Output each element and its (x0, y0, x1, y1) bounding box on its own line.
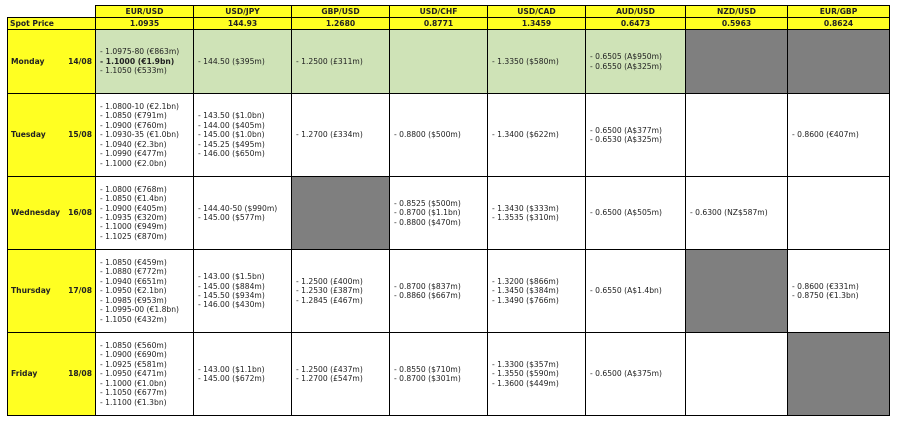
expiry-line: - 1.2500 (£311m) (296, 56, 363, 66)
expiry-line: - 1.0950 (€2.1bn) (100, 286, 167, 296)
expiry-cell (96, 177, 194, 250)
expiry-cell (390, 30, 488, 94)
day-date: 17/08 (68, 286, 92, 296)
expiry-line: - 1.0990 (€477m) (100, 149, 167, 159)
expiry-cell (488, 30, 586, 94)
day-cell (8, 94, 96, 177)
expiry-line: - 0.8700 ($1.1bn) (394, 208, 461, 218)
expiry-line: - 1.1050 (€677m) (100, 388, 167, 398)
expiry-line: - 145.00 ($577m) (198, 213, 265, 222)
day-date: 16/08 (68, 208, 92, 218)
expiry-cell (686, 177, 788, 250)
expiry-line: - 145.00 ($884m) (198, 281, 265, 291)
expiry-cell (292, 250, 390, 333)
expiry-line: - 1.3535 ($310m) (492, 213, 559, 222)
expiry-cell (292, 333, 390, 416)
expiry-cell (96, 94, 194, 177)
expiry-line: - 1.2500 (£437m) (296, 364, 363, 374)
expiry-line: - 0.8750 (€1.3bn) (792, 291, 859, 300)
expiry-cell (586, 250, 686, 333)
expiry-cell (292, 30, 390, 94)
expiry-line: - 1.3300 ($357m) (492, 359, 559, 369)
expiry-line: - 1.3200 ($866m) (492, 276, 559, 286)
expiry-line: - 1.0880 (€772m) (100, 267, 167, 277)
expiry-line: - 0.8700 ($837m) (394, 281, 461, 291)
expiry-line: - 143.00 ($1.1bn) (198, 364, 265, 374)
expiry-line: - 1.0985 (€953m) (100, 295, 167, 305)
spot-price-value: 0.5963 (686, 18, 788, 30)
expiry-line: - 1.2700 (£334m) (296, 130, 363, 140)
expiry-cell (488, 333, 586, 416)
pair-header: USD/JPY (194, 6, 292, 18)
expiry-line: - 1.3400 ($622m) (492, 130, 559, 140)
expiry-line: - 0.6530 (A$325m) (590, 135, 662, 144)
expiry-line: - 1.0850 (€560m) (100, 341, 167, 351)
pair-header: USD/CHF (390, 6, 488, 18)
expiry-cell (194, 177, 292, 250)
empty-grey-cell (292, 177, 390, 250)
expiry-cell (194, 250, 292, 333)
expiry-line: - 1.0940 (€2.3bn) (100, 139, 167, 149)
expiry-cell (488, 250, 586, 333)
expiry-line: - 1.0900 (€690m) (100, 350, 167, 360)
expiry-line: - 1.0900 (€405m) (100, 203, 167, 213)
expiry-line: - 1.0975-80 (€863m) (100, 47, 180, 57)
pair-header: EUR/USD (96, 6, 194, 18)
expiry-line: - 0.8550 ($710m) (394, 364, 461, 374)
expiry-line: - 1.3450 ($384m) (492, 286, 559, 296)
spot-price-value: 0.8771 (390, 18, 488, 30)
expiry-line: - 1.1050 (€533m) (100, 66, 167, 76)
expiry-line: - 145.25 ($495m) (198, 139, 265, 149)
expiry-line: - 1.0935 (€320m) (100, 213, 167, 222)
empty-grey-cell (788, 333, 890, 416)
empty-grey-cell (686, 30, 788, 94)
expiry-line: - 1.3550 ($590m) (492, 369, 559, 379)
day-date: 14/08 (68, 56, 92, 66)
expiry-line: - 1.3600 ($449m) (492, 378, 559, 388)
day-date: 18/08 (68, 369, 92, 379)
expiry-line: - 0.8860 ($667m) (394, 291, 461, 300)
pair-header: EUR/GBP (788, 6, 890, 18)
expiry-line: - 0.6500 (A$377m) (590, 125, 662, 135)
expiry-line: - 146.00 ($650m) (198, 149, 265, 159)
expiry-line: - 0.8700 ($301m) (394, 374, 461, 383)
expiry-cell (488, 94, 586, 177)
pair-header: GBP/USD (292, 6, 390, 18)
expiry-line: - 1.2530 (£387m) (296, 286, 363, 296)
day-cell (8, 250, 96, 333)
expiry-cell (686, 333, 788, 416)
expiry-cell (788, 94, 890, 177)
expiry-line: - 0.8525 ($500m) (394, 198, 461, 208)
spot-price-value: 0.6473 (586, 18, 686, 30)
expiry-line: - 1.0900 (€760m) (100, 120, 167, 130)
spot-price-value: 1.3459 (488, 18, 586, 30)
expiry-line: - 1.1000 (€1.0bn) (100, 378, 167, 388)
fx-option-expiries-table (7, 5, 890, 416)
expiry-line: - 1.3430 ($333m) (492, 203, 559, 213)
expiry-line: - 1.2500 (£400m) (296, 276, 363, 286)
day-name: Friday (11, 369, 38, 379)
expiry-line: - 145.50 ($934m) (198, 291, 265, 300)
expiry-line: - 0.6500 (A$505m) (590, 208, 662, 218)
expiry-line: - 1.2700 (£547m) (296, 374, 363, 383)
expiry-line: - 1.1000 (€1.9bn) (100, 56, 175, 66)
expiry-line: - 1.0930-35 (€1.0bn) (100, 130, 180, 140)
pair-header: USD/CAD (488, 6, 586, 18)
day-row (8, 250, 890, 333)
spot-price-label: Spot Price (8, 18, 96, 30)
expiry-line: - 0.6500 (A$375m) (590, 369, 662, 379)
expiry-line: - 1.0850 (€459m) (100, 258, 167, 268)
expiry-cell (96, 250, 194, 333)
day-name: Wednesday (11, 208, 61, 218)
expiry-line: - 1.1000 (€949m) (100, 222, 167, 232)
expiry-cell (586, 333, 686, 416)
expiry-line: - 1.3350 ($580m) (492, 56, 559, 66)
expiry-line: - 1.0800 (€768m) (100, 184, 167, 194)
expiry-line: - 0.8800 ($470m) (394, 217, 461, 227)
empty-grey-cell (788, 30, 890, 94)
expiry-cell (96, 30, 194, 94)
expiry-line: - 1.0850 (€1.4bn) (100, 194, 167, 204)
pair-header: AUD/USD (586, 6, 686, 18)
expiry-cell (586, 177, 686, 250)
expiry-line: - 0.8800 ($500m) (394, 130, 461, 140)
expiry-cell (586, 30, 686, 94)
spot-price-value: 1.0935 (96, 18, 194, 30)
expiry-line: - 144.40-50 ($990m) (198, 203, 278, 213)
day-row (8, 30, 890, 94)
day-cell (8, 333, 96, 416)
expiry-line: - 1.0950 (€471m) (100, 369, 167, 379)
expiry-line: - 1.0940 (€651m) (100, 276, 167, 286)
day-name: Monday (11, 56, 45, 66)
expiry-line: - 0.6550 (A$1.4bn) (590, 286, 662, 296)
empty-grey-cell (686, 250, 788, 333)
expiry-line: - 145.00 ($672m) (198, 374, 265, 383)
day-name: Thursday (11, 286, 51, 296)
expiry-line: - 1.0995-00 (€1.8bn) (100, 305, 180, 315)
day-cell (8, 30, 96, 94)
expiry-cell (194, 333, 292, 416)
expiry-line: - 1.3490 ($766m) (492, 295, 559, 305)
expiry-line: - 1.0925 (€581m) (100, 359, 167, 369)
expiry-line: - 0.6550 (A$325m) (590, 61, 662, 71)
pair-header: NZD/USD (686, 6, 788, 18)
day-date: 15/08 (68, 130, 92, 140)
expiry-cell (96, 333, 194, 416)
expiry-line: - 1.1100 (€1.3bn) (100, 397, 167, 407)
day-row (8, 333, 890, 416)
day-row (8, 94, 890, 177)
expiry-cell (292, 94, 390, 177)
expiry-line: - 143.00 ($1.5bn) (198, 272, 265, 282)
expiry-line: - 1.1025 (€870m) (100, 231, 167, 241)
expiry-line: - 1.1050 (€432m) (100, 314, 167, 324)
expiry-cell (390, 333, 488, 416)
expiry-line: - 1.2845 (£467m) (296, 295, 363, 305)
table-body (8, 6, 890, 416)
expiry-cell (686, 94, 788, 177)
expiry-cell (390, 250, 488, 333)
day-row (8, 177, 890, 250)
expiry-line: - 145.00 ($1.0bn) (198, 130, 265, 140)
expiry-line: - 1.0850 (€791m) (100, 111, 167, 121)
expiry-line: - 0.8600 (€331m) (792, 281, 859, 291)
spot-price-value: 0.8624 (788, 18, 890, 30)
header-row (8, 6, 890, 18)
expiry-cell (788, 177, 890, 250)
expiry-cell (194, 30, 292, 94)
expiry-line: - 0.8600 (€407m) (792, 130, 859, 140)
expiry-line: - 144.50 ($395m) (198, 56, 265, 66)
expiry-cell (586, 94, 686, 177)
spot-price-row (8, 18, 890, 30)
expiry-line: - 146.00 ($430m) (198, 300, 265, 310)
expiry-line: - 0.6300 (NZ$587m) (690, 208, 768, 218)
spot-price-value: 144.93 (194, 18, 292, 30)
day-cell (8, 177, 96, 250)
expiry-line: - 1.0800-10 (€2.1bn) (100, 102, 180, 112)
expiry-line: - 1.1000 (€2.0bn) (100, 158, 167, 168)
expiry-line: - 143.50 ($1.0bn) (198, 111, 265, 121)
expiry-cell (788, 250, 890, 333)
corner-cell (8, 6, 96, 18)
spot-price-value: 1.2680 (292, 18, 390, 30)
expiry-line: - 144.00 ($405m) (198, 120, 265, 130)
expiry-line: - 0.6505 (A$950m) (590, 52, 662, 62)
expiry-cell (194, 94, 292, 177)
day-name: Tuesday (11, 130, 46, 140)
expiry-cell (488, 177, 586, 250)
expiry-cell (390, 177, 488, 250)
expiry-cell (390, 94, 488, 177)
